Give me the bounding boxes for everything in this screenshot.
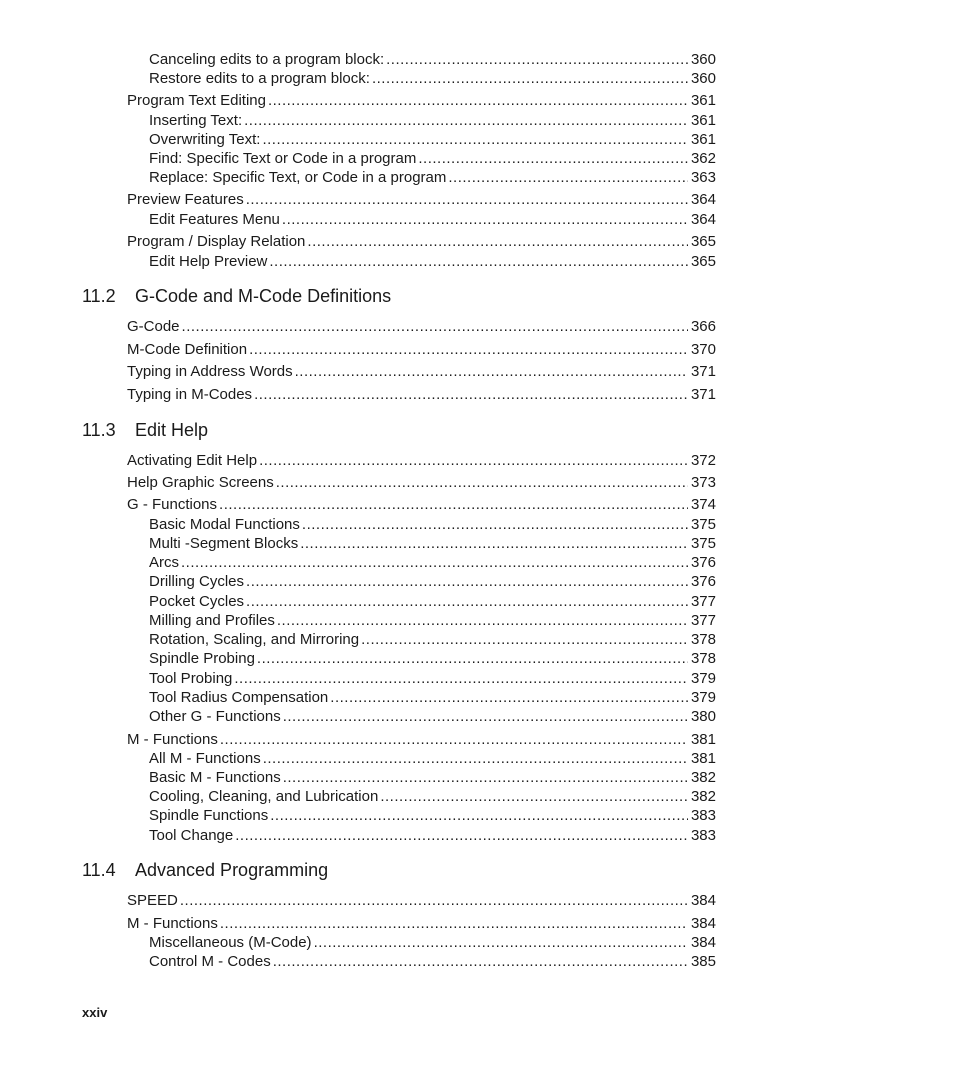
toc-entry-page: 375 (690, 535, 716, 552)
toc-subentry[interactable] (149, 50, 716, 69)
toc-subentry[interactable] (149, 787, 716, 806)
section-number: 11.3 (82, 420, 116, 440)
dot-leader (302, 515, 688, 534)
toc-entry-title: Preview Features (127, 191, 244, 208)
dot-leader (234, 669, 688, 688)
toc-entry-page: 385 (690, 953, 716, 970)
toc-entry-page: 381 (690, 750, 716, 767)
section-title: Advanced Programming (135, 860, 329, 880)
dot-leader (270, 806, 688, 825)
toc-entry-title: Inserting Text: (149, 112, 243, 129)
toc-entry-title: M - Functions (127, 731, 218, 748)
toc-subentry[interactable] (149, 210, 716, 229)
toc-entry-page: 384 (690, 934, 716, 951)
toc-entry-page: 361 (690, 112, 716, 129)
toc-entry-title: Program / Display Relation (127, 233, 306, 250)
toc-entry-page: 379 (690, 689, 716, 706)
toc-entry-title: Milling and Profiles (149, 612, 275, 629)
toc-entry-title: G-Code (127, 318, 180, 335)
dot-leader (273, 952, 688, 971)
toc-entry-title: Cooling, Cleaning, and Lubrication (149, 788, 379, 805)
toc-subentry[interactable] (149, 688, 716, 707)
dot-leader (220, 730, 688, 749)
dot-leader (259, 451, 688, 470)
dot-leader (244, 111, 688, 130)
toc-subentry[interactable] (149, 252, 716, 271)
toc-entry-title: SPEED (127, 892, 178, 909)
toc-entry[interactable] (127, 730, 716, 749)
toc-entry-title: Arcs (149, 554, 179, 571)
dot-leader (380, 787, 688, 806)
toc-entry[interactable] (127, 891, 716, 910)
section-number: 11.2 (82, 286, 116, 306)
toc-entry-title: Typing in M-Codes (127, 386, 253, 403)
toc-entry[interactable] (127, 451, 716, 470)
toc-entry[interactable] (127, 190, 716, 209)
dot-leader (182, 317, 688, 336)
toc-subentry[interactable] (149, 515, 716, 534)
dot-leader (246, 592, 688, 611)
section-heading (82, 858, 328, 882)
toc-entry[interactable] (127, 232, 716, 251)
dot-leader (283, 768, 688, 787)
toc-entry[interactable] (127, 473, 716, 492)
toc-entry-page: 384 (690, 892, 716, 909)
toc-subentry[interactable] (149, 168, 716, 187)
toc-entry-title: Basic M - Functions (149, 769, 281, 786)
toc-entry-page: 378 (690, 650, 716, 667)
toc-subentry[interactable] (149, 826, 716, 845)
toc-subentry[interactable] (149, 553, 716, 572)
toc-entry-page: 373 (690, 474, 716, 491)
toc-entry-title: G - Functions (127, 496, 218, 513)
toc-entry-page: 364 (690, 211, 716, 228)
toc-subentry[interactable] (149, 749, 716, 768)
toc-entry[interactable] (127, 495, 716, 514)
toc-subentry[interactable] (149, 630, 716, 649)
toc-entry-page: 382 (690, 788, 716, 805)
dot-leader (283, 707, 688, 726)
toc-entry-title: Restore edits to a program block: (149, 70, 370, 87)
toc-entry-title: Edit Features Menu (149, 211, 280, 228)
toc-entry-title: Activating Edit Help (127, 452, 258, 469)
toc-entry-title: Control M - Codes (149, 953, 271, 970)
toc-entry-title: Multi -Segment Blocks (149, 535, 299, 552)
toc-entry-page: 371 (690, 386, 716, 403)
section-heading (82, 418, 208, 442)
toc-entry-page: 375 (690, 516, 716, 533)
toc-subentry[interactable] (149, 649, 716, 668)
toc-entry-page: 365 (690, 233, 716, 250)
toc-subentry[interactable] (149, 611, 716, 630)
dot-leader (246, 190, 688, 209)
toc-entry-title: Edit Help Preview (149, 253, 268, 270)
toc-entry[interactable] (127, 317, 716, 336)
toc-entry-title: Replace: Specific Text, or Code in a program (149, 169, 447, 186)
toc-entry-title: M-Code Definition (127, 341, 248, 358)
toc-subentry[interactable] (149, 572, 716, 591)
toc-entry-title: Spindle Probing (149, 650, 255, 667)
toc-subentry[interactable] (149, 933, 716, 952)
dot-leader (300, 534, 688, 553)
toc-entry-page: 378 (690, 631, 716, 648)
toc-entry-page: 383 (690, 807, 716, 824)
toc-entry-page: 370 (690, 341, 716, 358)
toc-entry[interactable] (127, 340, 716, 359)
toc-subentry[interactable] (149, 111, 716, 130)
dot-leader (386, 50, 688, 69)
page-number: xxiv (82, 1005, 108, 1020)
dot-leader (181, 553, 688, 572)
toc-entry-page: 377 (690, 593, 716, 610)
toc-subentry[interactable] (149, 707, 716, 726)
toc-entry[interactable] (127, 362, 716, 381)
toc-entry-title: M - Functions (127, 915, 218, 932)
toc-entry-page: 374 (690, 496, 716, 513)
dot-leader (254, 385, 688, 404)
toc-entry-title: Spindle Functions (149, 807, 269, 824)
toc-entry-page: 379 (690, 670, 716, 687)
dot-leader (307, 232, 688, 251)
toc-entry-title: Typing in Address Words (127, 363, 293, 380)
toc-entry[interactable] (127, 385, 716, 404)
dot-leader (372, 69, 688, 88)
toc-entry-title: Drilling Cycles (149, 573, 245, 590)
dot-leader (276, 473, 688, 492)
toc-entry-page: 361 (690, 92, 716, 109)
toc-entry-title: Basic Modal Functions (149, 516, 300, 533)
dot-leader (263, 749, 688, 768)
toc-entry-title: Help Graphic Screens (127, 474, 274, 491)
toc-entry-page: 383 (690, 827, 716, 844)
toc-entry-page: 360 (690, 70, 716, 87)
toc-entry[interactable] (127, 914, 716, 933)
toc-entry-title: All M - Functions (149, 750, 261, 767)
section-heading (82, 284, 391, 308)
toc-entry-title: Tool Radius Compensation (149, 689, 329, 706)
toc-entry-page: 371 (690, 363, 716, 380)
dot-leader (330, 688, 688, 707)
toc-entry-page: 382 (690, 769, 716, 786)
dot-leader (219, 495, 688, 514)
toc-entry-page: 364 (690, 191, 716, 208)
dot-leader (282, 210, 688, 229)
dot-leader (295, 362, 688, 381)
dot-leader (269, 252, 688, 271)
toc-entry-title: Rotation, Scaling, and Mirroring (149, 631, 360, 648)
toc-entry-page: 372 (690, 452, 716, 469)
toc-entry-page: 361 (690, 131, 716, 148)
toc-entry-title: Program Text Editing (127, 92, 266, 109)
dot-leader (448, 168, 688, 187)
toc-entry-page: 360 (690, 51, 716, 68)
toc-entry-title: Other G - Functions (149, 708, 281, 725)
toc-subentry[interactable] (149, 768, 716, 787)
toc-entry-page: 376 (690, 554, 716, 571)
toc-entry-page: 376 (690, 573, 716, 590)
toc-entry-page: 366 (690, 318, 716, 335)
dot-leader (314, 933, 688, 952)
dot-leader (257, 649, 688, 668)
dot-leader (246, 572, 688, 591)
toc-entry-page: 363 (690, 169, 716, 186)
section-title: G-Code and M-Code Definitions (135, 286, 392, 306)
toc-entry-page: 362 (690, 150, 716, 167)
toc-entry-title: Tool Probing (149, 670, 233, 687)
dot-leader (220, 914, 688, 933)
dot-leader (418, 149, 688, 168)
toc-entry-page: 365 (690, 253, 716, 270)
dot-leader (180, 891, 688, 910)
dot-leader (277, 611, 688, 630)
dot-leader (235, 826, 688, 845)
toc-entry-title: Pocket Cycles (149, 593, 245, 610)
dot-leader (249, 340, 688, 359)
toc-entry-title: Find: Specific Text or Code in a program (149, 150, 417, 167)
section-title: Edit Help (135, 420, 209, 440)
toc-entry[interactable] (127, 91, 716, 110)
section-number: 11.4 (82, 860, 116, 880)
toc-subentry[interactable] (149, 952, 716, 971)
toc-entry-page: 381 (690, 731, 716, 748)
toc-subentry[interactable] (149, 669, 716, 688)
toc-subentry[interactable] (149, 130, 716, 149)
toc-subentry[interactable] (149, 69, 716, 88)
toc-subentry[interactable] (149, 806, 716, 825)
toc-entry-page: 384 (690, 915, 716, 932)
dot-leader (262, 130, 688, 149)
toc-subentry[interactable] (149, 149, 716, 168)
dot-leader (268, 91, 688, 110)
toc-entry-title: Overwriting Text: (149, 131, 261, 148)
toc-subentry[interactable] (149, 592, 716, 611)
toc-entry-title: Canceling edits to a program block: (149, 51, 385, 68)
toc-entry-title: Tool Change (149, 827, 234, 844)
toc-entry-page: 377 (690, 612, 716, 629)
toc-entry-page: 380 (690, 708, 716, 725)
dot-leader (361, 630, 688, 649)
toc-entry-title: Miscellaneous (M-Code) (149, 934, 312, 951)
toc-subentry[interactable] (149, 534, 716, 553)
